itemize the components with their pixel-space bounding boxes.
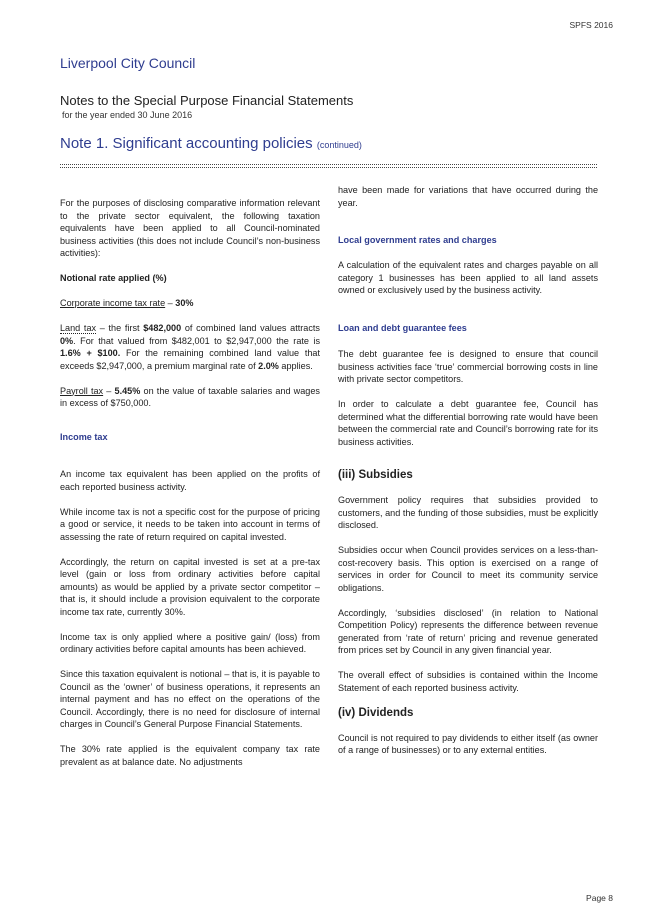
income-tax-paragraph-4: Income tax is only applied where a positive gain/ (loss) from ordinary activities before capital amounts has been achieved. <box>60 631 320 654</box>
note-heading <box>60 135 362 152</box>
intro-paragraph: For the purposes of disclosing comparative information relevant to the private sector equivalent, the following taxation equivalents have been applied to all Council-nominated business activities (this does not include Council’s non-business activities): <box>60 198 320 258</box>
note-continued: (continued) <box>316 140 362 150</box>
income-tax-paragraph-5: Since this taxation equivalent is notional – that is, it is payable to Council as the ‘owner’ of business operations, it represents an internal payment and has no effect on the operations of the Council. Accordingly, there is no need for disclosure of internal charges in Council’s General Purpose Financial Statements. <box>60 669 320 729</box>
land-tax-premium: 2.0% <box>258 360 279 371</box>
subsidies-paragraph-3: Accordingly, ‘subsidies disclosed’ (in relation to National Competition Policy) represents the difference between revenue generated from ‘rate of return’ pricing and revenue generated from prices set by Council in any given financial year. <box>338 607 598 655</box>
loan-fees-paragraph-2: In order to calculate a debt guarantee fee, Council has determined what the differential borrowing rate would have been between the commercial rate and Council’s borrowing rate for its business activities. <box>338 399 598 447</box>
subsidies-paragraph-4: The overall effect of subsidies is contained within the Income Statement of each reported business activity. <box>338 670 598 693</box>
land-tax-text-2: of combined land values attracts <box>181 323 320 333</box>
dividends-paragraph: Council is not required to pay dividends to either itself (as owner of a range of businesses) or to any external entities. <box>338 732 598 755</box>
subsidies-heading: (iii) Subsidies <box>338 469 413 481</box>
corp-tax-rate: 30% <box>175 298 194 308</box>
land-tax-text-5: applies. <box>278 360 313 371</box>
land-tax-text-4: For the remaining combined land value that exceeds $2,947,000, a premium marginal rate of <box>60 348 320 371</box>
dividends-heading: (iv) Dividends <box>338 706 414 719</box>
income-tax-paragraph-1: An income tax equivalent has been applied on the profits of each reported business activity. <box>60 469 320 492</box>
land-tax-label: Land tax <box>60 323 97 333</box>
subsidies-paragraph-2: Subsidies occur when Council provides services on a less-than-cost-recovery basis. This option is exercised on a range of services in order for Council to meet its community service obligations. <box>338 545 598 593</box>
page-number: Page 8 <box>586 893 613 903</box>
corp-tax-dash: – <box>165 298 176 308</box>
notes-subtitle: for the year ended 30 June 2016 <box>62 110 193 120</box>
left-column <box>60 197 320 768</box>
land-tax-text-1: – the first <box>96 323 144 333</box>
subsidies-paragraph-1: Government policy requires that subsidies provided to customers, and the funding of those subsidies, must be explicitly disclosed. <box>338 495 598 530</box>
land-tax-text-3: . For that valued from $482,001 to $2,947,000 the rate is <box>73 335 320 346</box>
continued-paragraph: have been made for variations that have occurred during the year. <box>338 185 598 208</box>
payroll-tax-paragraph <box>60 385 320 410</box>
land-tax-amount: $482,000 <box>143 323 182 333</box>
lg-rates-paragraph: A calculation of the equivalent rates and charges payable on all category 1 businesses has been applied to all land assets owned or exclusively used by the business activity. <box>338 260 598 295</box>
payroll-text-2: on the value of taxable salaries and wages in excess of $750,000. <box>60 385 320 408</box>
notes-title: Notes to the Special Purpose Financial Statements <box>60 93 354 108</box>
loan-fees-heading: Loan and debt guarantee fees <box>338 322 467 333</box>
document-code: SPFS 2016 <box>569 20 613 30</box>
income-tax-paragraph-6: The 30% rate applied is the equivalent company tax rate prevalent as at balance date. No adjustments <box>60 744 320 767</box>
loan-fees-paragraph-1: The debt guarantee fee is designed to ensure that council business activities face ‘true’ commercial borrowing costs in line with private sector competitors. <box>338 349 598 384</box>
income-tax-heading: Income tax <box>60 431 108 442</box>
payroll-rate: 5.45% <box>114 385 141 396</box>
land-tax-rate: 1.6% + $100. <box>60 348 121 358</box>
payroll-label: Payroll tax <box>60 385 104 396</box>
council-name: Liverpool City Council <box>60 55 196 71</box>
land-tax-paragraph <box>60 322 320 372</box>
income-tax-paragraph-2: While income tax is not a specific cost for the purpose of pricing a good or service, it needs to be taken into account in terms of assessing the rate of return required on capital invested. <box>60 506 320 542</box>
payroll-text-1: – <box>103 385 115 396</box>
corporate-tax-line <box>60 297 320 310</box>
lg-rates-heading: Local government rates and charges <box>338 235 497 245</box>
income-tax-paragraph-3: Accordingly, the return on capital invested is set at a pre-tax level (gain or loss from ordinary activities before capital amounts) as would be applied by a private sector competitor – that is, it should include a provision equivalent to the corporate income tax rate, currently 30%. <box>60 556 320 617</box>
corp-tax-label: Corporate income tax rate <box>60 298 166 308</box>
notional-rate-heading: Notional rate applied (%) <box>60 273 167 283</box>
heading-rule <box>60 164 597 168</box>
land-tax-zero: 0% <box>60 335 74 346</box>
right-column <box>338 184 598 757</box>
note-heading-text: Note 1. Significant accounting policies <box>60 135 313 152</box>
